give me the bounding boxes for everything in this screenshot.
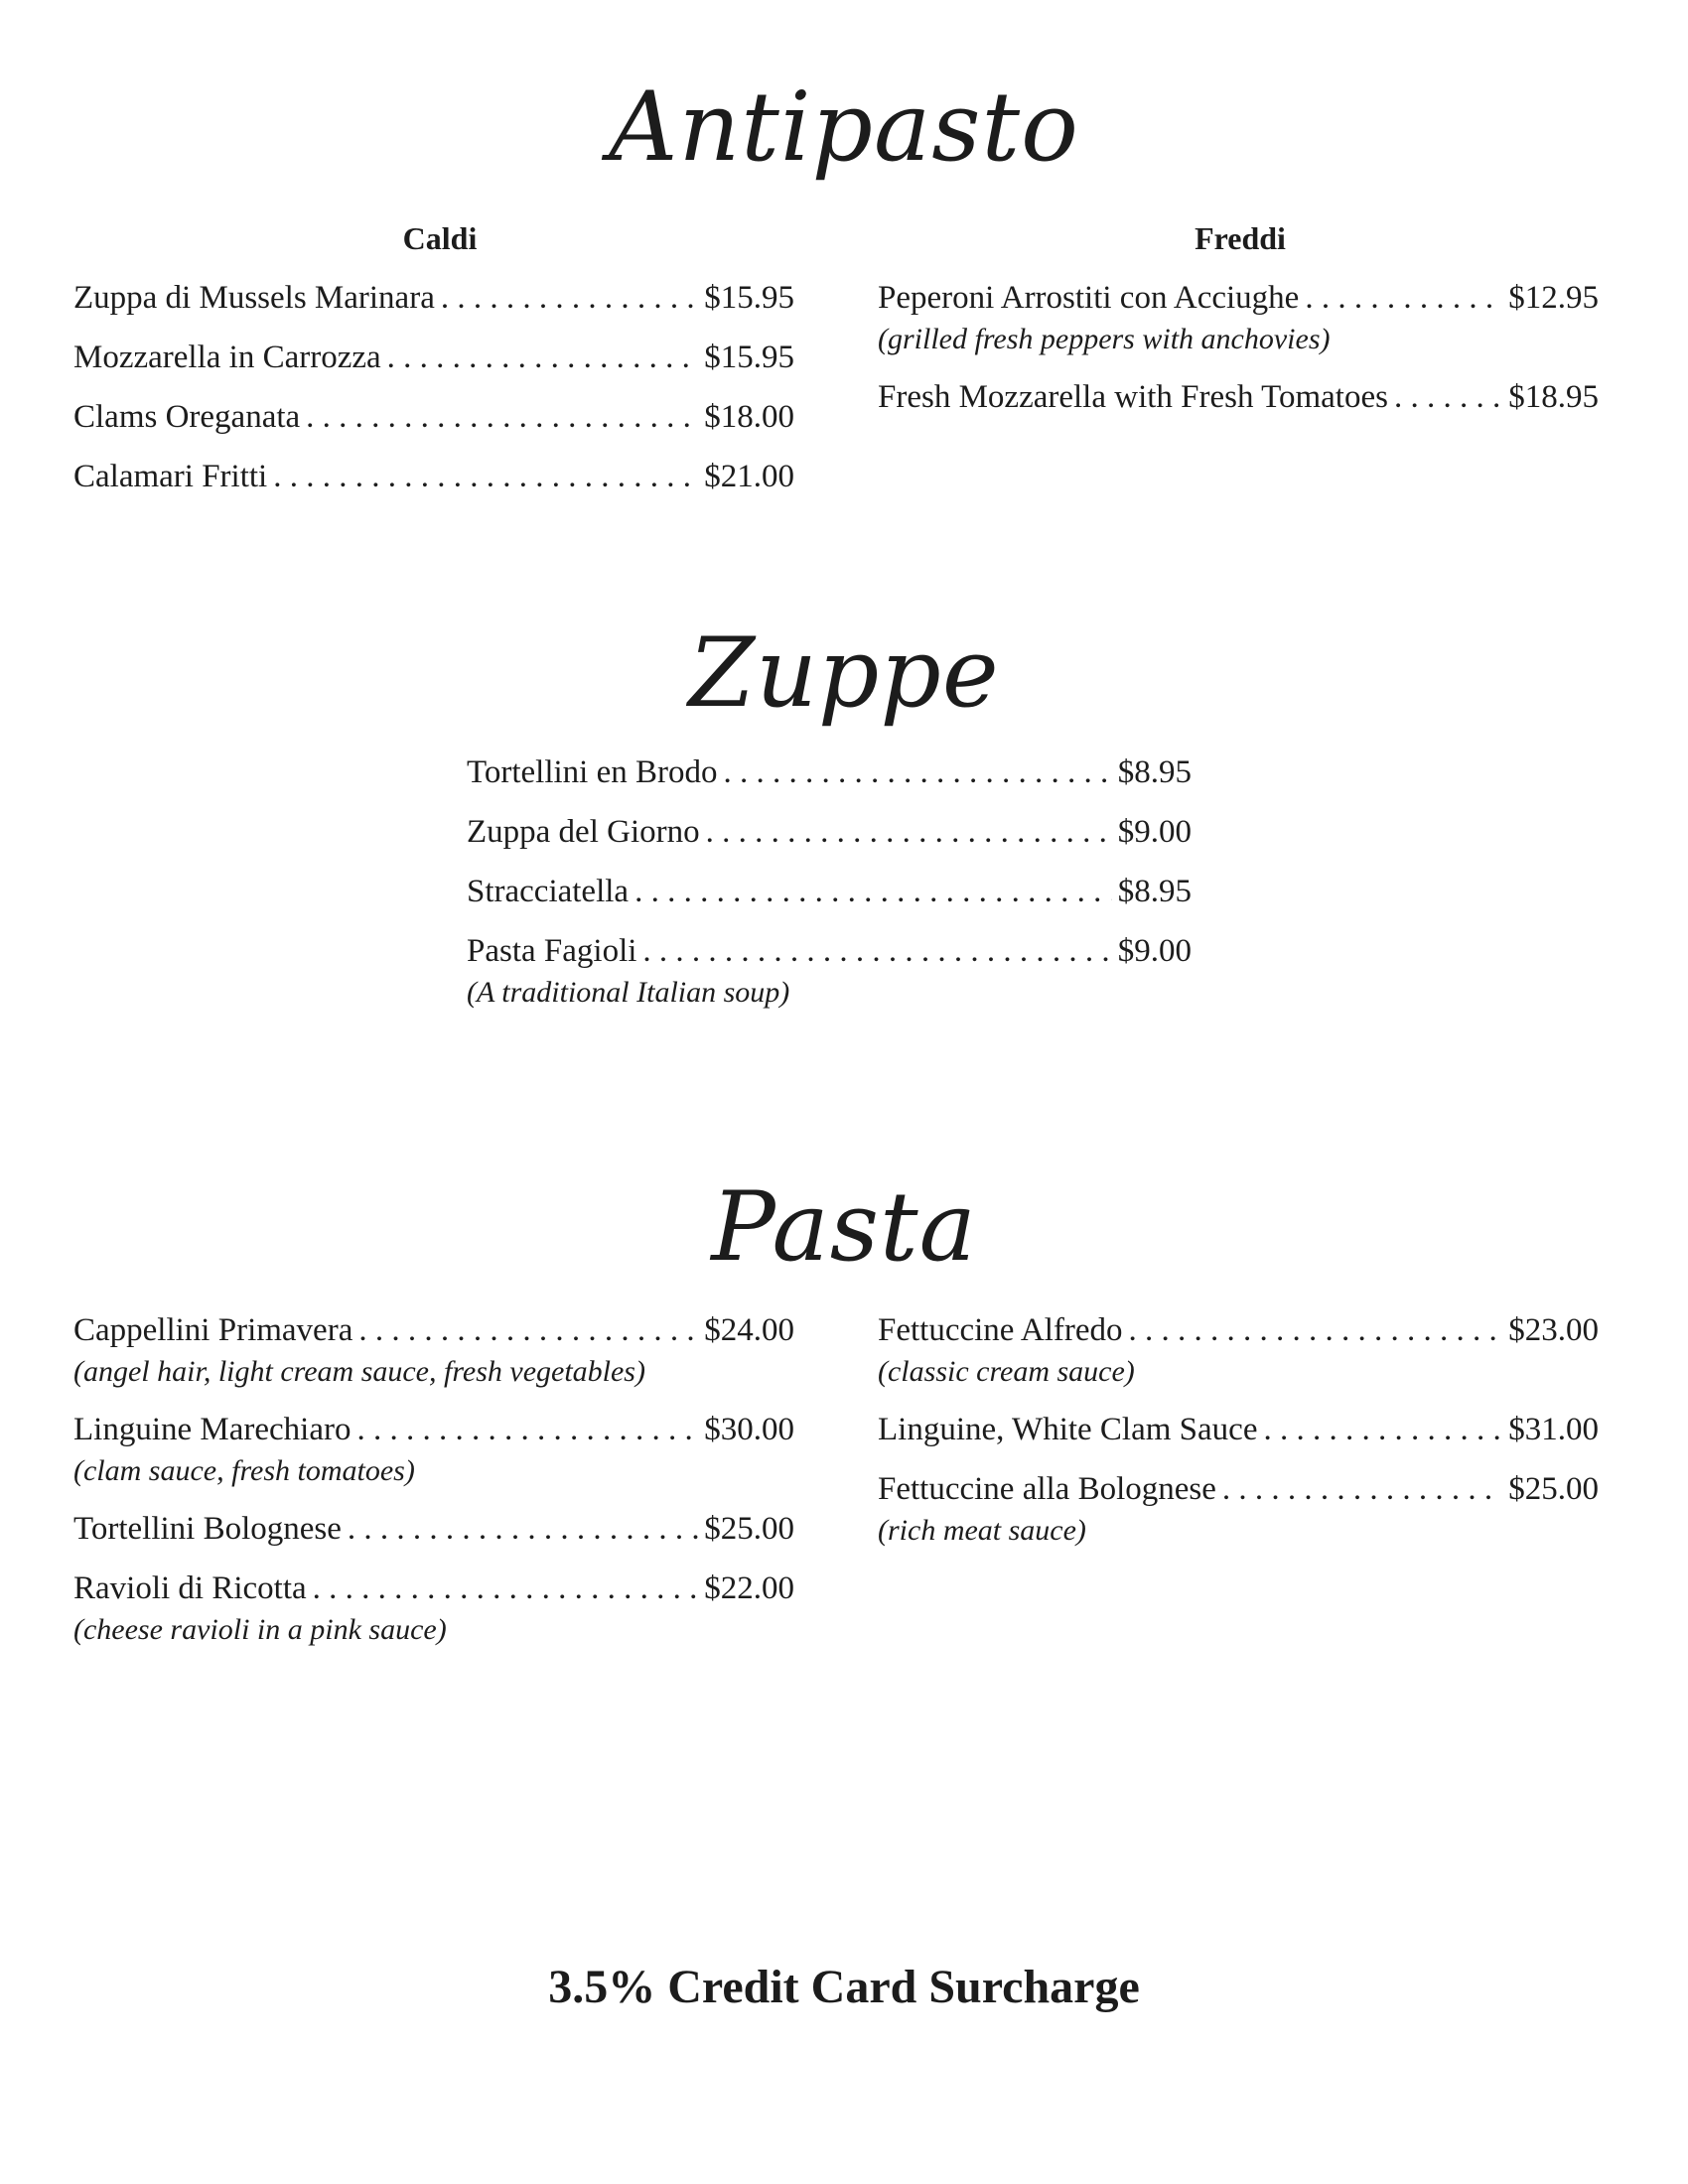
menu-item-row <box>73 276 794 320</box>
menu-item-row <box>878 1467 1599 1511</box>
menu-item-row <box>73 1567 794 1610</box>
menu-item <box>878 1467 1599 1551</box>
menu-item-row <box>467 751 1192 794</box>
menu-item <box>73 1507 794 1551</box>
menu-item <box>878 1408 1599 1451</box>
pasta-title: Pasta <box>711 1171 977 1283</box>
credit-card-surcharge: 3.5% Credit Card Surcharge <box>548 1961 1140 2013</box>
zuppe-list <box>467 751 1192 1013</box>
menu-item-row <box>73 455 794 498</box>
dot-leader <box>723 751 1111 794</box>
menu-item-price: $24.00 <box>704 1312 794 1348</box>
menu-item-name: Ravioli di Ricotta <box>73 1570 307 1606</box>
menu-item-price: $25.00 <box>1508 1471 1599 1507</box>
menu-item-row <box>73 395 794 439</box>
menu-item-price: $25.00 <box>704 1511 794 1547</box>
menu-item-price: $8.95 <box>1117 874 1192 909</box>
menu-item-price: $21.00 <box>704 459 794 494</box>
menu-item-name: Mozzarella in Carrozza <box>73 340 381 375</box>
menu-item <box>73 1308 794 1392</box>
menu-item <box>878 1308 1599 1392</box>
menu-item-price: $15.95 <box>704 280 794 316</box>
menu-item-row <box>73 1308 794 1352</box>
dot-leader <box>348 1507 698 1551</box>
dot-leader <box>273 455 698 498</box>
pasta-left-list <box>73 1308 794 1650</box>
menu-item-name: Fettuccine alla Bolognese <box>878 1471 1216 1507</box>
menu-item-price: $12.95 <box>1508 280 1599 316</box>
menu-item-description: (cheese ravioli in a pink sauce) <box>73 1613 447 1646</box>
caldi-list <box>73 276 794 498</box>
menu-item <box>73 395 794 439</box>
menu-item-price: $8.95 <box>1117 754 1192 790</box>
menu-item-price: $15.95 <box>704 340 794 375</box>
menu-item <box>73 1567 794 1650</box>
menu-item-price: $31.00 <box>1508 1412 1599 1447</box>
menu-item-price: $18.95 <box>1508 379 1599 415</box>
dot-leader <box>1394 375 1502 419</box>
menu-item-name: Linguine Marechiaro <box>73 1412 352 1447</box>
dot-leader <box>1263 1408 1502 1451</box>
menu-item-description: (clam sauce, fresh tomatoes) <box>73 1454 415 1487</box>
dot-leader <box>358 1308 698 1352</box>
menu-item-name: Tortellini Bolognese <box>73 1511 342 1547</box>
menu-item <box>878 375 1599 419</box>
dot-leader <box>634 870 1112 913</box>
menu-item-row <box>73 1408 794 1451</box>
menu-item-row <box>878 276 1599 320</box>
menu-item-row <box>467 929 1192 973</box>
menu-item-name: Cappellini Primavera <box>73 1312 353 1348</box>
pasta-right-list <box>878 1308 1599 1551</box>
freddi-heading: Freddi <box>1195 220 1286 256</box>
menu-item-row <box>73 1507 794 1551</box>
menu-item-name: Zuppa del Giorno <box>467 814 700 850</box>
menu-item-price: $9.00 <box>1117 933 1192 969</box>
freddi-list <box>878 276 1599 419</box>
dot-leader <box>1305 276 1502 320</box>
dot-leader <box>313 1567 699 1610</box>
menu-item <box>73 1408 794 1491</box>
menu-item-row <box>878 1408 1599 1451</box>
menu-item-name: Linguine, White Clam Sauce <box>878 1412 1258 1447</box>
dot-leader <box>356 1408 698 1451</box>
dot-leader <box>387 336 699 379</box>
menu-item-price: $9.00 <box>1117 814 1192 850</box>
dot-leader <box>706 810 1112 854</box>
menu-item-name: Peperoni Arrostiti con Acciughe <box>878 280 1300 316</box>
dot-leader <box>1222 1467 1502 1511</box>
menu-item-price: $23.00 <box>1508 1312 1599 1348</box>
menu-item-description: (classic cream sauce) <box>878 1355 1135 1388</box>
menu-item-name: Clams Oreganata <box>73 399 301 435</box>
menu-item-row <box>467 870 1192 913</box>
menu-item <box>73 276 794 320</box>
menu-item <box>467 870 1192 913</box>
menu-item-row <box>73 336 794 379</box>
menu-item-price: $30.00 <box>704 1412 794 1447</box>
menu-item-name: Calamari Fritti <box>73 459 268 494</box>
menu-item-description: (angel hair, light cream sauce, fresh vegetables) <box>73 1355 645 1388</box>
dot-leader <box>1129 1308 1503 1352</box>
menu-item <box>73 455 794 498</box>
menu-item-price: $22.00 <box>704 1570 794 1606</box>
menu-item <box>467 929 1192 1013</box>
menu-item-name: Zuppa di Mussels Marinara <box>73 280 435 316</box>
menu-item <box>73 336 794 379</box>
dot-leader <box>642 929 1111 973</box>
menu-item-name: Stracciatella <box>467 874 630 909</box>
menu-item <box>467 810 1192 854</box>
menu-item-description: (rich meat sauce) <box>878 1514 1086 1547</box>
menu-item-name: Fettuccine Alfredo <box>878 1312 1123 1348</box>
menu-item <box>467 751 1192 794</box>
menu-item-row <box>878 375 1599 419</box>
zuppe-title: Zuppe <box>688 617 1000 729</box>
menu-item-name: Pasta Fagioli <box>467 933 637 969</box>
menu-item-name: Tortellini en Brodo <box>467 754 718 790</box>
menu-item-row <box>467 810 1192 854</box>
menu-item-row <box>878 1308 1599 1352</box>
antipasto-title: Antipasto <box>609 71 1079 183</box>
dot-leader <box>441 276 698 320</box>
menu-item <box>878 276 1599 359</box>
menu-item-description: (grilled fresh peppers with anchovies) <box>878 323 1331 355</box>
menu-item-price: $18.00 <box>704 399 794 435</box>
menu-item-description: (A traditional Italian soup) <box>467 976 790 1009</box>
dot-leader <box>306 395 698 439</box>
caldi-heading: Caldi <box>402 220 478 256</box>
menu-item-name: Fresh Mozzarella with Fresh Tomatoes <box>878 379 1388 415</box>
